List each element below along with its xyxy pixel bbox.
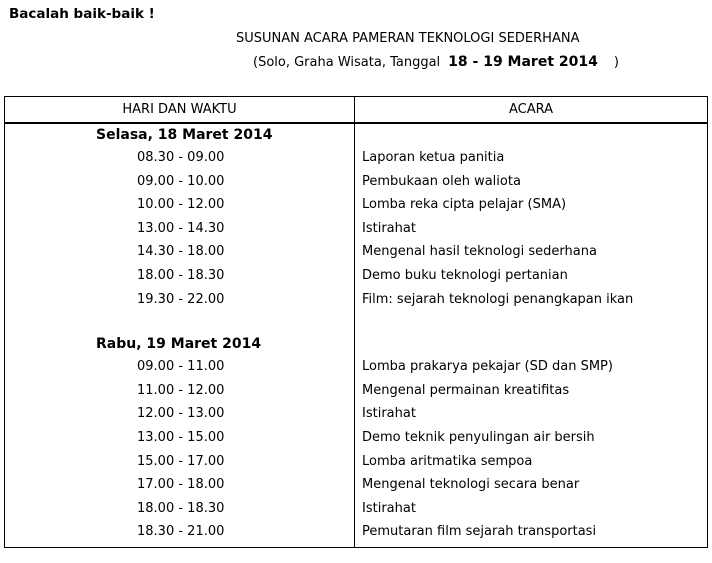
document-subtitle xyxy=(253,54,619,70)
event-cell: Film: sejarah teknologi penangkapan ikan xyxy=(362,291,634,307)
intro-text: Bacalah baik-baik ! xyxy=(9,6,155,22)
subtitle-date: 18 - 19 Maret 2014 xyxy=(448,54,598,70)
time-column xyxy=(5,123,355,548)
subtitle-close: ) xyxy=(613,55,619,70)
event-cell: Lomba reka cipta pelajar (SMA) xyxy=(362,197,567,213)
event-cell: Istirahat xyxy=(362,500,416,516)
time-cell: 13.00 - 15.00 xyxy=(137,429,225,445)
time-cell: 18.00 - 18.30 xyxy=(137,500,225,516)
event-cell: Mengenal hasil teknologi sederhana xyxy=(362,244,597,260)
header-acara: ACARA xyxy=(355,97,708,124)
subtitle-location: (Solo, Graha Wisata, Tanggal xyxy=(253,55,441,70)
event-cell: Lomba prakarya pekajar (SD dan SMP) xyxy=(362,359,613,375)
time-cell: 17.00 - 18.00 xyxy=(137,477,225,493)
schedule-table xyxy=(4,96,708,548)
time-cell: 13.00 - 14.30 xyxy=(137,220,225,236)
event-cell: Pemutaran film sejarah transportasi xyxy=(362,524,597,540)
day-gap xyxy=(355,311,707,333)
document-title: SUSUNAN ACARA PAMERAN TEKNOLOGI SEDERHANA xyxy=(236,31,580,46)
time-cell: 10.00 - 12.00 xyxy=(137,197,225,213)
event-cell: Demo teknik penyulingan air bersih xyxy=(362,429,595,445)
event-cell: Istirahat xyxy=(362,220,416,236)
event-cell: Istirahat xyxy=(362,406,416,422)
time-cell: 18.00 - 18.30 xyxy=(137,267,225,283)
time-cell: 15.00 - 17.00 xyxy=(137,453,225,469)
event-cell: Mengenal permainan kreatifitas xyxy=(362,382,570,398)
time-cell: 14.30 - 18.00 xyxy=(137,244,225,260)
time-cell: 19.30 - 22.00 xyxy=(137,291,225,307)
event-cell: Mengenal teknologi secara benar xyxy=(362,477,580,493)
header-hari-waktu: HARI DAN WAKTU xyxy=(5,97,355,124)
day-heading-selasa: Selasa, 18 Maret 2014 xyxy=(96,127,273,143)
time-cell: 09.00 - 10.00 xyxy=(137,173,225,189)
event-cell: Pembukaan oleh waliota xyxy=(362,173,521,189)
event-cell: Laporan ketua panitia xyxy=(362,150,505,165)
time-cell: 12.00 - 13.00 xyxy=(137,406,225,422)
schedule-body-row xyxy=(5,123,708,548)
event-cell: Lomba aritmatika sempoa xyxy=(362,453,533,469)
time-cell: 11.00 - 12.00 xyxy=(137,382,225,398)
event-cell: Demo buku teknologi pertanian xyxy=(362,267,568,283)
time-cell: 18.30 - 21.00 xyxy=(137,524,225,540)
day-gap xyxy=(5,311,354,333)
event-column xyxy=(355,123,708,548)
time-cell: 09.00 - 11.00 xyxy=(137,359,225,375)
table-header-row xyxy=(5,97,708,124)
day-heading-rabu: Rabu, 19 Maret 2014 xyxy=(96,336,262,353)
day-spacer xyxy=(355,124,707,146)
time-cell: 08.30 - 09.00 xyxy=(137,150,225,165)
day-spacer xyxy=(355,333,707,355)
